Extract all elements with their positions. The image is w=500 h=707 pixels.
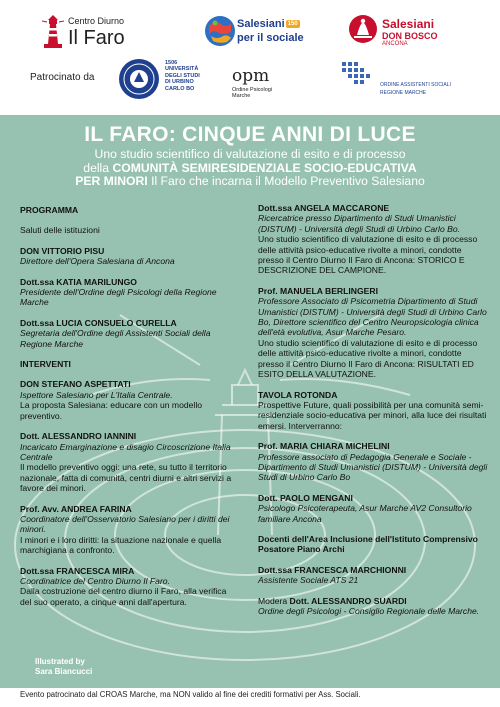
asc-line1: ORDINE ASSISTENTI SOCIALI xyxy=(380,82,451,88)
university-name: 1506 UNIVERSITÀ DEGLI STUDI DI URBINO CARLO BO xyxy=(165,60,200,92)
speaker-role: Ispettore Salesiano per L'Italia Centrale. xyxy=(20,389,173,400)
sal-line2: per il sociale xyxy=(237,32,304,44)
speaker-name: Prof. MANUELA BERLINGERI xyxy=(258,285,378,296)
faro-subtitle: Centro Diurno xyxy=(68,16,125,26)
speaker-name: Prof. MARIA CHIARA MICHELINI xyxy=(258,441,390,452)
heading-tavola-rotonda: TAVOLA ROTONDA xyxy=(258,389,338,400)
sal-line1: Salesiani 150 xyxy=(237,18,298,30)
speaker-name: DON STEFANO ASPETTATI xyxy=(20,379,131,390)
speaker-name: Dott. PAOLO MENGANI xyxy=(258,492,353,503)
speaker-name: Dott. ALESSANDRO IANNINI xyxy=(20,431,137,442)
tavola-text: Prospettive Future, quali possibilità per una comunità semi-residenziale socio-educativa per minori, alla luce dei risultati emersi. Interverranno: xyxy=(258,399,487,431)
footer-note: Evento patrocinato dal CROAS Marche, ma NON valido al fine dei crediti formativi per Ass. Sociali. xyxy=(20,690,361,699)
talk-title: Uno studio scientifico di valutazione di esito e di processo delle attività psico-educative rivolte a minori, condotte presso il Centro Diurno Il Faro di Ancona: RISULTATI ED ESITO DELLA VALUTAZIONE. xyxy=(258,337,478,380)
speaker-name: Docenti dell'Area Inclusione dell'Istituto Comprensivo Posatore Piano Archi xyxy=(258,533,478,555)
patrocinato-label: Patrocinato da xyxy=(30,72,95,83)
saluti-text: Saluti delle istituzioni xyxy=(20,225,100,236)
opm-wordmark: opm xyxy=(232,66,270,86)
poster-title: IL FARO: CINQUE ANNI DI LUCE xyxy=(84,123,416,146)
faro-name: Il Faro xyxy=(68,27,125,49)
speaker-role: Coordinatore dell'Osservatorio Salesiano per i diritti dei minori. xyxy=(20,513,230,535)
speaker-name: Prof. Avv. ANDREA FARINA xyxy=(20,503,132,514)
speaker-name: Dott.ssa LUCIA CONSUELO CURELLA xyxy=(20,317,177,328)
don-bosco-emblem-icon xyxy=(348,14,378,44)
logo-opm xyxy=(232,66,292,99)
globe-icon xyxy=(203,14,237,48)
speaker-name: DON VITTORIO PISU xyxy=(20,245,105,256)
program-left-column xyxy=(20,205,238,607)
speaker-role: Presidente dell'Ordine degli Psicologi della Regione Marche xyxy=(20,287,217,308)
speaker-role: Direttore dell'Opera Salesiana di Ancona xyxy=(20,256,175,267)
logo-ordine-assistenti-sociali xyxy=(340,60,470,100)
asc-line2: REGIONE MARCHE xyxy=(380,90,427,96)
university-seal-icon xyxy=(118,58,160,100)
speaker-name: Dott.ssa KATIA MARILUNGO xyxy=(20,276,137,287)
speaker-role: Incaricato Emarginazione e disagio Circoscrizione Italia Centrale xyxy=(20,441,231,462)
speaker-name: Dott.ssa FRANCESCA MARCHIONNI xyxy=(258,564,407,575)
db-line2: DON BOSCO xyxy=(382,31,438,41)
asc-grid-icon xyxy=(340,60,376,90)
speaker-role: Assistente Sociale ATS 21 xyxy=(258,575,359,586)
db-line1: Salesiani xyxy=(382,17,435,31)
talk-title: Dalla costruzione del centro diurno il Faro, alla verifica del suo operato, a cinque anni dall'apertura. xyxy=(20,586,227,607)
header xyxy=(0,0,500,115)
lighthouse-icon xyxy=(42,14,64,48)
speaker-name: Dott.ssa FRANCESCA MIRA xyxy=(20,565,135,576)
speaker-role: Psicologo Psicoterapeuta, Asur Marche AV2 Consultorio familiare Ancona xyxy=(258,503,472,524)
talk-title: La proposta Salesiana: educare con un modello preventivo. xyxy=(20,400,203,421)
speaker-role: Ordine degli Psicologi - Consiglio Regionale delle Marche. xyxy=(258,606,480,616)
speaker-role: Professore Associato di Psicometria Dipartimento di Studi Umanistici (DISTUM) - Università degli Studi di Urbino Carlo Bo, Direttore scientifico del Centro Neuropsicologia clinica dell'età evolutiva, Asur Marche Pesaro. xyxy=(258,296,487,338)
logo-il-faro xyxy=(42,12,172,50)
speaker-role: Ricercatrice presso Dipartimento di Studi Umanistici (DISTUM) - Università degli Studi di Urbino Carlo Bo. xyxy=(258,213,461,234)
talk-title: I minori e i loro diritti: la situazione nazionale e quella marchigiana a confronto. xyxy=(20,534,222,556)
opm-caption: Ordine Psicologi Marche xyxy=(232,87,273,99)
speaker-name: Dott.ssa ANGELA MACCARONE xyxy=(258,203,390,213)
speaker-role: Segretaria dell'Ordine degli Assistenti Sociali della Regione Marche xyxy=(20,328,211,349)
talk-title: Uno studio scientifico di valutazione di esito e di processo delle attività psico-educative rivolte a minori, condotte presso il Centro Diurno Il Faro di Ancona: STORICO E DESCRIZIONE DEL CAMPIONE. xyxy=(258,234,478,276)
heading-programma: PROGRAMMA xyxy=(20,205,79,215)
poster-subtitle: Uno studio scientifico di valutazione di esito e di processo della COMUNITÀ SEMIRESIDENZIALE SOCIO-EDUCATIVA PER MINORI Il Faro che incarna il Modello Preventivo Salesiano xyxy=(75,147,425,188)
speaker-role: Coordinatrice del Centro Diurno Il Faro. xyxy=(20,575,170,586)
program-right-column xyxy=(258,203,488,616)
heading-interventi: INTERVENTI xyxy=(20,359,71,370)
illustration-credit: Illustrated by Sara Biancucci xyxy=(35,657,93,676)
poster-main xyxy=(0,115,500,688)
moderator-line: Modera Dott. ALESSANDRO SUARDI xyxy=(258,595,407,606)
logo-salesiani-sociale xyxy=(203,12,323,52)
logo-don-bosco xyxy=(348,14,468,52)
speaker-role: Professore associato di Pedagogia Generale e Sociale - Dipartimento di Studi Umanistici (DISTUM) - Università degli Studi di Urbino Carlo Bo xyxy=(258,451,488,483)
talk-title: Il modello preventivo oggi: una rete, su tutto il territorio nazionale, fatta di comunità, centri diurni e altri servizi a favore dei minori. xyxy=(20,462,232,494)
db-line3: ANCONA xyxy=(382,41,408,47)
